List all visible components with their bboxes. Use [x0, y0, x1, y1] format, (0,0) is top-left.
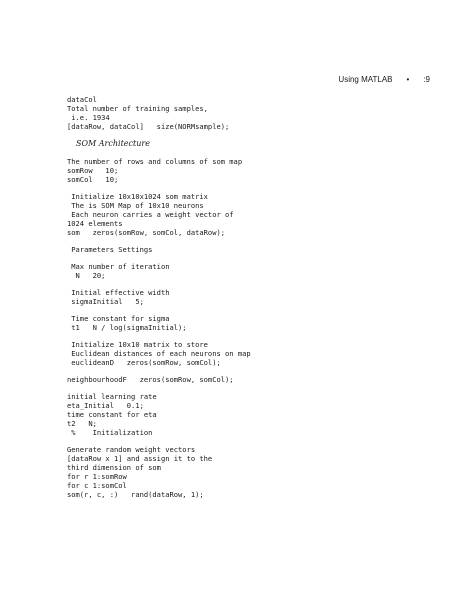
book-title: Using MATLAB [338, 75, 393, 84]
code-line: euclideanD zeros(somRow, somCol); [67, 358, 221, 367]
code-line: t1 N / log(sigmaInitial); [67, 323, 187, 332]
code-line: for r 1:somRow [67, 472, 127, 481]
block-gap [67, 280, 447, 288]
code-line: Max number of iteration [67, 262, 170, 271]
code-line: Time constant for sigma [67, 314, 170, 323]
block-gap [67, 149, 447, 157]
code-line: Euclidean distances of each neurons on map [67, 349, 251, 358]
code-line: [dataRow x 1] and assign it to the [67, 454, 213, 463]
code-line: t2 N; [67, 419, 97, 428]
code-line: % Initialization [67, 428, 153, 437]
code-line: som(r, c, :) rand(dataRow, 1); [67, 490, 204, 499]
code-line: 1024 elements [67, 219, 123, 228]
code-line: som zeros(somRow, somCol, dataRow); [67, 228, 226, 237]
block-gap [67, 332, 447, 340]
block-gap [67, 237, 447, 245]
code-line: sigmaInitial 5; [67, 297, 144, 306]
code-line: time constant for eta [67, 410, 157, 419]
block-gap [67, 131, 447, 139]
block-gap [67, 367, 447, 375]
block-gap [67, 384, 447, 392]
code-line: neighbourhoodF zeros(somRow, somCol); [67, 375, 234, 384]
code-line: somRow 10; [67, 166, 119, 175]
code-line: [dataRow, dataCol] size(NORMsample); [67, 122, 230, 131]
code-line: Each neuron carries a weight vector of [67, 210, 234, 219]
code-line: The number of rows and columns of som map [67, 157, 243, 166]
code-line: Initial effective width [67, 288, 170, 297]
code-line: for c 1:somCol [67, 481, 127, 490]
block-gap [67, 437, 447, 445]
code-line: Total number of training samples, [67, 104, 208, 113]
section-heading: SOM Architecture [76, 139, 150, 148]
code-line: Initialize 10x10x1024 som matrix [67, 192, 208, 201]
code-line: i.e. 1934 [67, 113, 110, 122]
code-line: Generate random weight vectors [67, 445, 196, 454]
code-line: eta_Initial 0.1; [67, 401, 144, 410]
code-line: The is SOM Map of 10x10 neurons [67, 201, 204, 210]
code-line: Initialize 10x10 matrix to store [67, 340, 208, 349]
code-listing [67, 95, 447, 499]
block-gap [67, 306, 447, 314]
code-line: third dimension of som [67, 463, 161, 472]
code-line: initial learning rate [67, 392, 157, 401]
running-header [338, 75, 430, 84]
code-line: dataCol [67, 95, 97, 104]
code-line: N 20; [67, 271, 106, 280]
block-gap [67, 184, 447, 192]
block-gap [67, 254, 447, 262]
page-number: :9 [423, 75, 430, 84]
code-line: Parameters Settings [67, 245, 153, 254]
header-bullet: • [406, 75, 410, 84]
code-line: somCol 10; [67, 175, 119, 184]
